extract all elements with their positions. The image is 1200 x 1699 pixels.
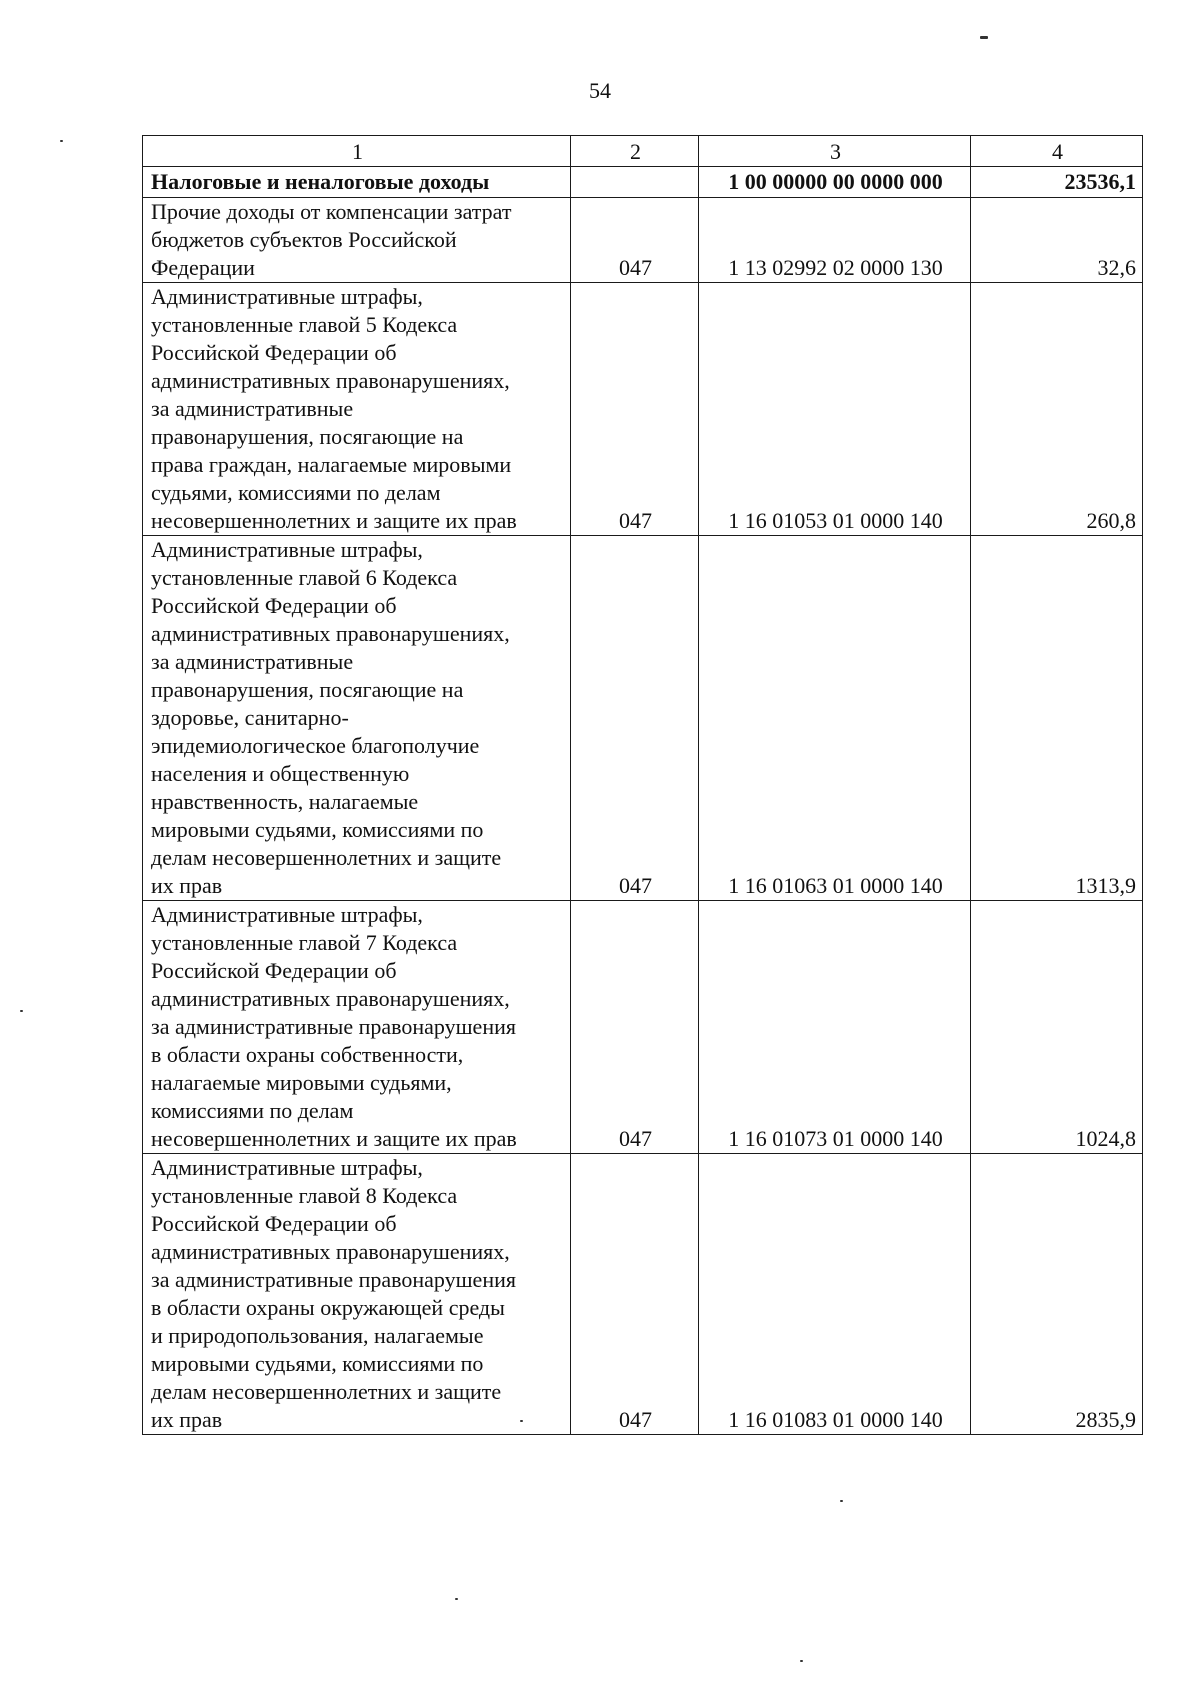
row-name: Административные штрафы, установленные главой 7 Кодекса Российской Федерации об административных правонарушениях, за административные правонарушения в области охраны собственности, налагаемые мировыми судьями, комиссиями по делам несовершеннолетних и защите их прав [143,901,571,1154]
scan-speck [800,1660,803,1662]
header-row [143,136,1143,167]
row-name: Прочие доходы от компенсации затрат бюджетов субъектов Российской Федерации [143,198,571,283]
total-name: Налоговые и неналоговые доходы [143,167,571,198]
row-budget-code: 1 16 01073 01 0000 140 [699,901,971,1154]
table-row [143,283,1143,536]
row-admin-code: 047 [571,198,699,283]
total-admin [571,167,699,198]
scan-speck [520,1420,523,1422]
row-name: Административные штрафы, установленные главой 5 Кодекса Российской Федерации об административных правонарушениях, за административные правонарушения, посягающие на права граждан, налагаемые мировыми судьями, комиссиями по делам несовершеннолетних и защите их прав [143,283,571,536]
row-admin-code: 047 [571,901,699,1154]
table-row [143,198,1143,283]
row-admin-code: 047 [571,283,699,536]
row-budget-code: 1 16 01063 01 0000 140 [699,536,971,901]
row-admin-code: 047 [571,536,699,901]
scan-speck [840,1500,843,1502]
header-col-2: 2 [571,136,699,167]
scan-speck [60,140,63,142]
table-row [143,1154,1143,1435]
row-amount: 2835,9 [971,1154,1143,1435]
header-col-1: 1 [143,136,571,167]
row-amount: 1024,8 [971,901,1143,1154]
table-row [143,901,1143,1154]
row-budget-code: 1 16 01053 01 0000 140 [699,283,971,536]
total-row [143,167,1143,198]
row-amount: 1313,9 [971,536,1143,901]
row-budget-code: 1 16 01083 01 0000 140 [699,1154,971,1435]
scan-speck [20,1010,23,1012]
row-name: Административные штрафы, установленные главой 8 Кодекса Российской Федерации об административных правонарушениях, за административные правонарушения в области охраны окружающей среды и природопользования, налагаемые мировыми судьями, комиссиями по делам несовершеннолетних и защите их прав [143,1154,571,1435]
row-budget-code: 1 13 02992 02 0000 130 [699,198,971,283]
header-col-4: 4 [971,136,1143,167]
row-name: Административные штрафы, установленные главой 6 Кодекса Российской Федерации об административных правонарушениях, за административные правонарушения, посягающие на здоровье, санитарно- эпидемиологическое благополучие населения и общественную нравственность, налагаемые мировыми судьями, комиссиями по делам несовершеннолетних и защите их прав [143,536,571,901]
total-code: 1 00 00000 00 0000 000 [699,167,971,198]
total-amount: 23536,1 [971,167,1143,198]
scan-speck [980,36,988,39]
page-number: 54 [589,78,611,103]
row-amount: 32,6 [971,198,1143,283]
table-row [143,536,1143,901]
revenue-table [142,135,1143,1435]
row-amount: 260,8 [971,283,1143,536]
scan-speck [455,1598,458,1600]
header-col-3: 3 [699,136,971,167]
row-admin-code: 047 [571,1154,699,1435]
